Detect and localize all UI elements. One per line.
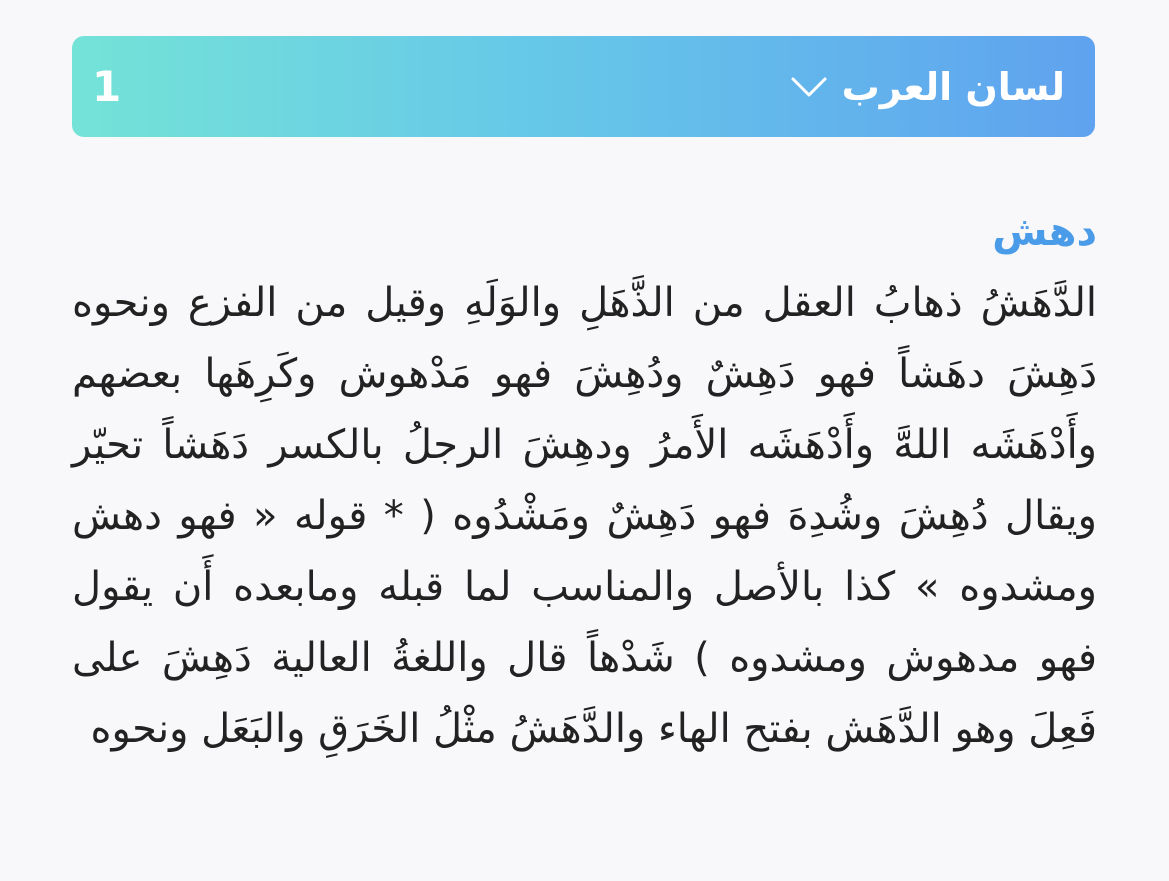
entry-definition: الدَّهَشُ ذهابُ العقل من الذَّهَلِ والوَلَهِ وقيل من الفزع ونحوه دَهِشَ دهَشاً فهو دَهِشٌ ودُهِشَ فهو مَدْهوش وكَرِهَها بعضهم وأَدْهَشَه اللهَّ وأَدْهَشَه الأَمرُ ودهِشَ الرجلُ بالكسر دَهَشاً تحيّر ويقال دُهِشَ وشُدِهَ فهو دَهِشٌ ومَشْدُوه ( * قوله « فهو دهش ومشدوه » كذا بالأصل والمناسب لما قبله ومابعده أَن يقول فهو مدهوش ومشدوه ) شَدْهاً قال واللغةُ العالية دَهِشَ على فَعِلَ وهو الدَّهَش بفتح الهاء والدَّهَشُ مثْلُ الخَرَقِ والبَعَل ونحوه (72, 280, 1097, 752)
result-number: 1 (92, 61, 122, 111)
entry-content (72, 200, 1097, 765)
entry-word: دهش (992, 209, 1097, 255)
header-title-group (790, 64, 1065, 109)
chevron-down-icon[interactable] (790, 75, 828, 99)
dictionary-title: لسان العرب (841, 64, 1065, 109)
dictionary-header[interactable] (72, 36, 1095, 137)
